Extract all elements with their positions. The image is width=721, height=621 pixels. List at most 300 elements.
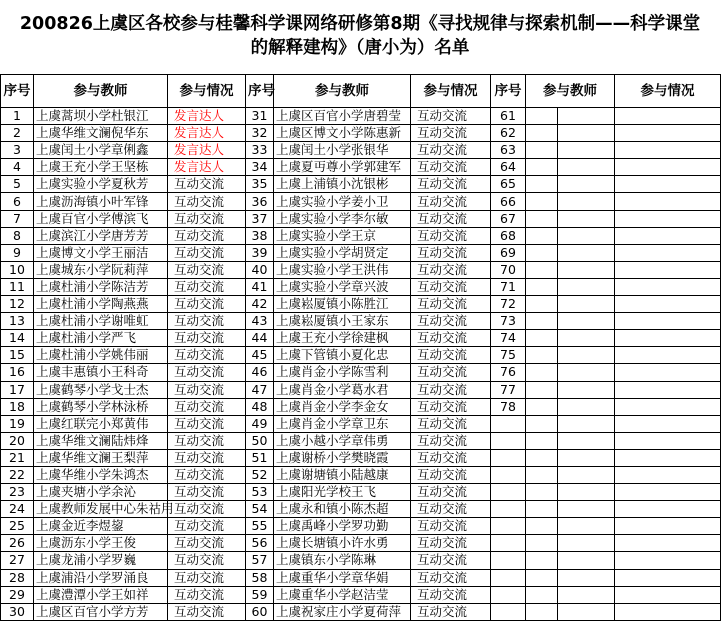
teacher-name: 上虞肖金小学章卫东 bbox=[274, 415, 411, 432]
participation-status: 互动交流 bbox=[411, 313, 491, 330]
row-number: 78 bbox=[491, 398, 526, 415]
teacher-name: 上虞杜浦小学姚伟丽 bbox=[34, 347, 168, 364]
teacher-name: 上虞浦沿小学罗涌良 bbox=[34, 569, 168, 586]
teacher-name: 上虞重华小学章华娟 bbox=[274, 569, 411, 586]
participation-status-empty bbox=[615, 176, 721, 193]
teacher-name: 上虞丰惠镇小王科奇 bbox=[34, 364, 168, 381]
participation-status: 互动交流 bbox=[411, 193, 491, 210]
teacher-name-empty bbox=[558, 569, 615, 586]
participation-status-empty bbox=[615, 261, 721, 278]
teacher-name-empty bbox=[558, 432, 615, 449]
teacher-name: 上虞红联完小郑黄伟 bbox=[34, 415, 168, 432]
participation-status: 互动交流 bbox=[168, 501, 246, 518]
teacher-name-empty bbox=[526, 159, 558, 176]
teacher-name: 上虞镇东小学陈琳 bbox=[274, 552, 411, 569]
teacher-name: 上虞实验小学王京 bbox=[274, 227, 411, 244]
table-row bbox=[1, 432, 721, 449]
teacher-name: 上虞蒿坝小学杜银江 bbox=[34, 108, 168, 125]
teacher-name-empty bbox=[526, 569, 558, 586]
participation-status: 互动交流 bbox=[411, 466, 491, 483]
row-number: 26 bbox=[1, 535, 34, 552]
roster-table-container bbox=[0, 74, 720, 619]
row-number: 46 bbox=[246, 364, 274, 381]
participation-status: 互动交流 bbox=[411, 381, 491, 398]
row-number: 54 bbox=[246, 501, 274, 518]
participation-status: 互动交流 bbox=[411, 449, 491, 466]
row-number bbox=[491, 484, 526, 501]
teacher-name-empty bbox=[558, 466, 615, 483]
row-number: 56 bbox=[246, 535, 274, 552]
participation-status: 发言达人 bbox=[168, 159, 246, 176]
table-row bbox=[1, 159, 721, 176]
teacher-name: 上虞永和镇小陈杰超 bbox=[274, 501, 411, 518]
teacher-name-empty bbox=[526, 278, 558, 295]
table-row bbox=[1, 142, 721, 159]
teacher-name-empty bbox=[558, 244, 615, 261]
participation-status: 互动交流 bbox=[168, 261, 246, 278]
row-number bbox=[491, 569, 526, 586]
teacher-name: 上虞杜浦小学陶燕燕 bbox=[34, 296, 168, 313]
participation-status: 互动交流 bbox=[411, 501, 491, 518]
row-number: 64 bbox=[491, 159, 526, 176]
participation-status: 互动交流 bbox=[411, 552, 491, 569]
row-number: 3 bbox=[1, 142, 34, 159]
participation-status: 互动交流 bbox=[411, 603, 491, 620]
table-row bbox=[1, 347, 721, 364]
row-number: 69 bbox=[491, 244, 526, 261]
teacher-name-empty bbox=[526, 142, 558, 159]
teacher-name-empty bbox=[526, 227, 558, 244]
teacher-name-empty bbox=[558, 364, 615, 381]
participation-status: 互动交流 bbox=[168, 176, 246, 193]
teacher-name: 上虞谢塘镇小陆越康 bbox=[274, 466, 411, 483]
teacher-name-empty bbox=[558, 603, 615, 620]
participation-status: 互动交流 bbox=[168, 415, 246, 432]
table-row bbox=[1, 449, 721, 466]
participation-status: 互动交流 bbox=[168, 381, 246, 398]
teacher-name: 上虞肖金小学葛水君 bbox=[274, 381, 411, 398]
participation-status: 互动交流 bbox=[168, 449, 246, 466]
participation-status-empty bbox=[615, 501, 721, 518]
teacher-name: 上虞实验小学姜小卫 bbox=[274, 193, 411, 210]
row-number bbox=[491, 535, 526, 552]
teacher-name-empty bbox=[558, 381, 615, 398]
participation-status-empty bbox=[615, 484, 721, 501]
participation-status: 互动交流 bbox=[168, 364, 246, 381]
table-row bbox=[1, 518, 721, 535]
participation-status: 互动交流 bbox=[168, 552, 246, 569]
teacher-name-empty bbox=[558, 313, 615, 330]
teacher-name-empty bbox=[526, 364, 558, 381]
row-number: 17 bbox=[1, 381, 34, 398]
participation-status: 互动交流 bbox=[411, 415, 491, 432]
participation-status: 互动交流 bbox=[411, 108, 491, 125]
teacher-name: 上虞实验小学胡贤定 bbox=[274, 244, 411, 261]
participation-status: 互动交流 bbox=[411, 125, 491, 142]
participation-status: 互动交流 bbox=[411, 569, 491, 586]
participation-status-empty bbox=[615, 552, 721, 569]
table-row bbox=[1, 398, 721, 415]
teacher-name: 上虞禹峰小学罗功勤 bbox=[274, 518, 411, 535]
teacher-name-empty bbox=[526, 193, 558, 210]
row-number: 29 bbox=[1, 586, 34, 603]
teacher-name-empty bbox=[558, 347, 615, 364]
header-no-1: 序号 bbox=[1, 75, 34, 108]
row-number: 66 bbox=[491, 193, 526, 210]
row-number bbox=[491, 518, 526, 535]
teacher-name-empty bbox=[526, 518, 558, 535]
teacher-name-empty bbox=[558, 261, 615, 278]
participation-status: 互动交流 bbox=[411, 364, 491, 381]
teacher-name-empty bbox=[558, 501, 615, 518]
participation-status: 互动交流 bbox=[411, 484, 491, 501]
row-number: 35 bbox=[246, 176, 274, 193]
teacher-name: 上虞王充小学王坚栋 bbox=[34, 159, 168, 176]
teacher-name: 上虞杜浦小学严飞 bbox=[34, 330, 168, 347]
participation-status-empty bbox=[615, 603, 721, 620]
row-number: 10 bbox=[1, 261, 34, 278]
row-number bbox=[491, 586, 526, 603]
participation-status-empty bbox=[615, 569, 721, 586]
row-number: 39 bbox=[246, 244, 274, 261]
header-no-2: 序号 bbox=[246, 75, 274, 108]
row-number: 33 bbox=[246, 142, 274, 159]
teacher-name: 上虞沥海镇小叶军锋 bbox=[34, 193, 168, 210]
participation-status-empty bbox=[615, 125, 721, 142]
teacher-name: 上虞实验小学章兴波 bbox=[274, 278, 411, 295]
participation-status: 互动交流 bbox=[168, 313, 246, 330]
teacher-name-empty bbox=[526, 381, 558, 398]
teacher-name: 上虞澧潭小学王如祥 bbox=[34, 586, 168, 603]
participation-status: 互动交流 bbox=[411, 432, 491, 449]
row-number: 18 bbox=[1, 398, 34, 415]
teacher-name-empty bbox=[558, 159, 615, 176]
row-number: 60 bbox=[246, 603, 274, 620]
row-number: 7 bbox=[1, 210, 34, 227]
teacher-name: 上虞杜浦小学陈洁芳 bbox=[34, 278, 168, 295]
teacher-name-empty bbox=[558, 278, 615, 295]
row-number: 65 bbox=[491, 176, 526, 193]
participation-status: 互动交流 bbox=[411, 347, 491, 364]
participation-status: 互动交流 bbox=[168, 210, 246, 227]
row-number: 63 bbox=[491, 142, 526, 159]
row-number bbox=[491, 466, 526, 483]
teacher-name-empty bbox=[526, 501, 558, 518]
row-number: 58 bbox=[246, 569, 274, 586]
row-number: 67 bbox=[491, 210, 526, 227]
row-number: 51 bbox=[246, 449, 274, 466]
row-number: 37 bbox=[246, 210, 274, 227]
teacher-name-empty bbox=[526, 586, 558, 603]
roster-table bbox=[0, 74, 721, 621]
participation-status-empty bbox=[615, 278, 721, 295]
participation-status: 互动交流 bbox=[168, 586, 246, 603]
teacher-name-empty bbox=[558, 552, 615, 569]
teacher-name-empty bbox=[558, 142, 615, 159]
table-row bbox=[1, 330, 721, 347]
participation-status-empty bbox=[615, 518, 721, 535]
row-number: 14 bbox=[1, 330, 34, 347]
table-row bbox=[1, 278, 721, 295]
row-number: 13 bbox=[1, 313, 34, 330]
teacher-name-empty bbox=[526, 313, 558, 330]
table-row bbox=[1, 210, 721, 227]
teacher-name: 上虞阳光学校王飞 bbox=[274, 484, 411, 501]
table-row bbox=[1, 193, 721, 210]
row-number: 40 bbox=[246, 261, 274, 278]
row-number: 53 bbox=[246, 484, 274, 501]
teacher-name: 上虞夹塘小学余沁 bbox=[34, 484, 168, 501]
table-row bbox=[1, 364, 721, 381]
participation-status: 互动交流 bbox=[168, 244, 246, 261]
table-row bbox=[1, 125, 721, 142]
row-number: 32 bbox=[246, 125, 274, 142]
row-number: 42 bbox=[246, 296, 274, 313]
participation-status: 互动交流 bbox=[168, 569, 246, 586]
teacher-name: 上虞鹤琴小学林泳桥 bbox=[34, 398, 168, 415]
participation-status-empty bbox=[615, 193, 721, 210]
row-number bbox=[491, 552, 526, 569]
participation-status: 互动交流 bbox=[411, 261, 491, 278]
header-teacher-2: 参与教师 bbox=[274, 75, 411, 108]
row-number: 2 bbox=[1, 125, 34, 142]
participation-status: 互动交流 bbox=[411, 330, 491, 347]
teacher-name-empty bbox=[558, 227, 615, 244]
row-number: 50 bbox=[246, 432, 274, 449]
row-number: 49 bbox=[246, 415, 274, 432]
row-number bbox=[491, 501, 526, 518]
row-number: 30 bbox=[1, 603, 34, 620]
participation-status: 互动交流 bbox=[411, 278, 491, 295]
table-row bbox=[1, 415, 721, 432]
teacher-name-empty bbox=[558, 586, 615, 603]
teacher-name: 上虞长塘镇小许水勇 bbox=[274, 535, 411, 552]
teacher-name-empty bbox=[526, 603, 558, 620]
participation-status: 发言达人 bbox=[168, 142, 246, 159]
row-number: 75 bbox=[491, 347, 526, 364]
table-row bbox=[1, 176, 721, 193]
teacher-name-empty bbox=[558, 210, 615, 227]
row-number: 45 bbox=[246, 347, 274, 364]
teacher-name-empty bbox=[526, 484, 558, 501]
participation-status: 互动交流 bbox=[411, 227, 491, 244]
participation-status: 互动交流 bbox=[168, 278, 246, 295]
participation-status-empty bbox=[615, 586, 721, 603]
teacher-name: 上虞实验小学李尔敏 bbox=[274, 210, 411, 227]
participation-status: 互动交流 bbox=[411, 518, 491, 535]
row-number: 23 bbox=[1, 484, 34, 501]
table-row bbox=[1, 484, 721, 501]
row-number: 43 bbox=[246, 313, 274, 330]
teacher-name: 上虞上浦镇小沈银彬 bbox=[274, 176, 411, 193]
row-number: 55 bbox=[246, 518, 274, 535]
row-number: 21 bbox=[1, 449, 34, 466]
participation-status: 互动交流 bbox=[168, 398, 246, 415]
table-row bbox=[1, 586, 721, 603]
row-number: 47 bbox=[246, 381, 274, 398]
participation-status-empty bbox=[615, 432, 721, 449]
teacher-name: 上虞王充小学徐建枫 bbox=[274, 330, 411, 347]
participation-status: 互动交流 bbox=[168, 466, 246, 483]
row-number: 48 bbox=[246, 398, 274, 415]
teacher-name-empty bbox=[558, 484, 615, 501]
teacher-name: 上虞金近李煜鋆 bbox=[34, 518, 168, 535]
participation-status: 互动交流 bbox=[168, 330, 246, 347]
teacher-name: 上虞鹤琴小学戈士杰 bbox=[34, 381, 168, 398]
participation-status: 互动交流 bbox=[168, 518, 246, 535]
teacher-name: 上虞龙浦小学罗巍 bbox=[34, 552, 168, 569]
row-number: 19 bbox=[1, 415, 34, 432]
teacher-name: 上虞谢桥小学樊晓霞 bbox=[274, 449, 411, 466]
teacher-name-empty bbox=[558, 296, 615, 313]
table-row bbox=[1, 244, 721, 261]
teacher-name-empty bbox=[558, 415, 615, 432]
teacher-name-empty bbox=[558, 125, 615, 142]
teacher-name-empty bbox=[558, 330, 615, 347]
teacher-name: 上虞夏丏尊小学郭建军 bbox=[274, 159, 411, 176]
row-number bbox=[491, 449, 526, 466]
title-line-2: 的解释建构》（唐小为）名单 bbox=[250, 38, 470, 58]
teacher-name-empty bbox=[526, 466, 558, 483]
row-number: 25 bbox=[1, 518, 34, 535]
teacher-name: 上虞崧厦镇小陈胜江 bbox=[274, 296, 411, 313]
header-teacher-3: 参与教师 bbox=[526, 75, 615, 108]
participation-status: 发言达人 bbox=[168, 108, 246, 125]
participation-status-empty bbox=[615, 398, 721, 415]
header-teacher-1: 参与教师 bbox=[34, 75, 168, 108]
row-number: 36 bbox=[246, 193, 274, 210]
table-row bbox=[1, 552, 721, 569]
participation-status-empty bbox=[615, 142, 721, 159]
table-row bbox=[1, 535, 721, 552]
participation-status-empty bbox=[615, 466, 721, 483]
teacher-name: 上虞肖金小学陈雪利 bbox=[274, 364, 411, 381]
row-number: 22 bbox=[1, 466, 34, 483]
participation-status: 互动交流 bbox=[411, 398, 491, 415]
teacher-name-empty bbox=[558, 535, 615, 552]
teacher-name: 上虞城东小学阮莉萍 bbox=[34, 261, 168, 278]
participation-status: 互动交流 bbox=[168, 193, 246, 210]
row-number: 5 bbox=[1, 176, 34, 193]
teacher-name: 上虞实验小学王洪伟 bbox=[274, 261, 411, 278]
table-row bbox=[1, 261, 721, 278]
row-number: 1 bbox=[1, 108, 34, 125]
teacher-name: 上虞区百官小学唐碧莹 bbox=[274, 108, 411, 125]
row-number: 76 bbox=[491, 364, 526, 381]
header-status-1: 参与情况 bbox=[168, 75, 246, 108]
teacher-name-empty bbox=[526, 296, 558, 313]
teacher-name-empty bbox=[526, 330, 558, 347]
teacher-name-empty bbox=[558, 398, 615, 415]
participation-status-empty bbox=[615, 449, 721, 466]
teacher-name-empty bbox=[558, 193, 615, 210]
row-number: 71 bbox=[491, 278, 526, 295]
participation-status: 发言达人 bbox=[168, 125, 246, 142]
teacher-name: 上虞崧厦镇小王家东 bbox=[274, 313, 411, 330]
row-number: 27 bbox=[1, 552, 34, 569]
participation-status: 互动交流 bbox=[168, 296, 246, 313]
participation-status: 互动交流 bbox=[411, 535, 491, 552]
header-row bbox=[1, 75, 721, 108]
teacher-name-empty bbox=[558, 108, 615, 125]
participation-status-empty bbox=[615, 296, 721, 313]
teacher-name: 上虞小越小学章伟勇 bbox=[274, 432, 411, 449]
participation-status-empty bbox=[615, 415, 721, 432]
table-row bbox=[1, 108, 721, 125]
row-number: 34 bbox=[246, 159, 274, 176]
teacher-name: 上虞区百官小学方芳 bbox=[34, 603, 168, 620]
row-number: 44 bbox=[246, 330, 274, 347]
participation-status-empty bbox=[615, 159, 721, 176]
table-row bbox=[1, 227, 721, 244]
row-number bbox=[491, 415, 526, 432]
table-row bbox=[1, 569, 721, 586]
teacher-name: 上虞下管镇小夏化忠 bbox=[274, 347, 411, 364]
header-status-2: 参与情况 bbox=[411, 75, 491, 108]
page-title bbox=[0, 0, 720, 74]
row-number: 16 bbox=[1, 364, 34, 381]
participation-status-empty bbox=[615, 364, 721, 381]
participation-status: 互动交流 bbox=[168, 535, 246, 552]
participation-status: 互动交流 bbox=[168, 347, 246, 364]
row-number: 20 bbox=[1, 432, 34, 449]
teacher-name: 上虞闰土小学张银华 bbox=[274, 142, 411, 159]
row-number: 41 bbox=[246, 278, 274, 295]
teacher-name: 上虞祝家庄小学夏荷萍 bbox=[274, 603, 411, 620]
participation-status: 互动交流 bbox=[411, 210, 491, 227]
table-row bbox=[1, 501, 721, 518]
table-row bbox=[1, 603, 721, 620]
row-number: 52 bbox=[246, 466, 274, 483]
teacher-name: 上虞重华小学赵洁莹 bbox=[274, 586, 411, 603]
row-number: 31 bbox=[246, 108, 274, 125]
participation-status: 互动交流 bbox=[411, 159, 491, 176]
participation-status: 互动交流 bbox=[411, 244, 491, 261]
teacher-name: 上虞华维文澜陆炜烽 bbox=[34, 432, 168, 449]
participation-status-empty bbox=[615, 210, 721, 227]
teacher-name-empty bbox=[526, 415, 558, 432]
participation-status-empty bbox=[615, 313, 721, 330]
participation-status: 互动交流 bbox=[411, 142, 491, 159]
teacher-name-empty bbox=[526, 108, 558, 125]
teacher-name-empty bbox=[526, 210, 558, 227]
row-number: 9 bbox=[1, 244, 34, 261]
row-number: 57 bbox=[246, 552, 274, 569]
teacher-name: 上虞华维文澜倪华东 bbox=[34, 125, 168, 142]
participation-status: 互动交流 bbox=[411, 296, 491, 313]
row-number: 77 bbox=[491, 381, 526, 398]
table-row bbox=[1, 466, 721, 483]
participation-status: 互动交流 bbox=[168, 603, 246, 620]
teacher-name: 上虞华维文澜王梨萍 bbox=[34, 449, 168, 466]
teacher-name-empty bbox=[526, 244, 558, 261]
teacher-name-empty bbox=[526, 261, 558, 278]
teacher-name-empty bbox=[526, 432, 558, 449]
row-number: 11 bbox=[1, 278, 34, 295]
participation-status: 互动交流 bbox=[168, 432, 246, 449]
teacher-name: 上虞区博文小学陈惠新 bbox=[274, 125, 411, 142]
teacher-name: 上虞华维小学朱鸿杰 bbox=[34, 466, 168, 483]
row-number: 68 bbox=[491, 227, 526, 244]
row-number: 59 bbox=[246, 586, 274, 603]
teacher-name: 上虞杜浦小学谢唯虹 bbox=[34, 313, 168, 330]
teacher-name-empty bbox=[558, 176, 615, 193]
teacher-name-empty bbox=[526, 176, 558, 193]
row-number: 4 bbox=[1, 159, 34, 176]
table-row bbox=[1, 313, 721, 330]
teacher-name-empty bbox=[526, 398, 558, 415]
teacher-name-empty bbox=[526, 125, 558, 142]
